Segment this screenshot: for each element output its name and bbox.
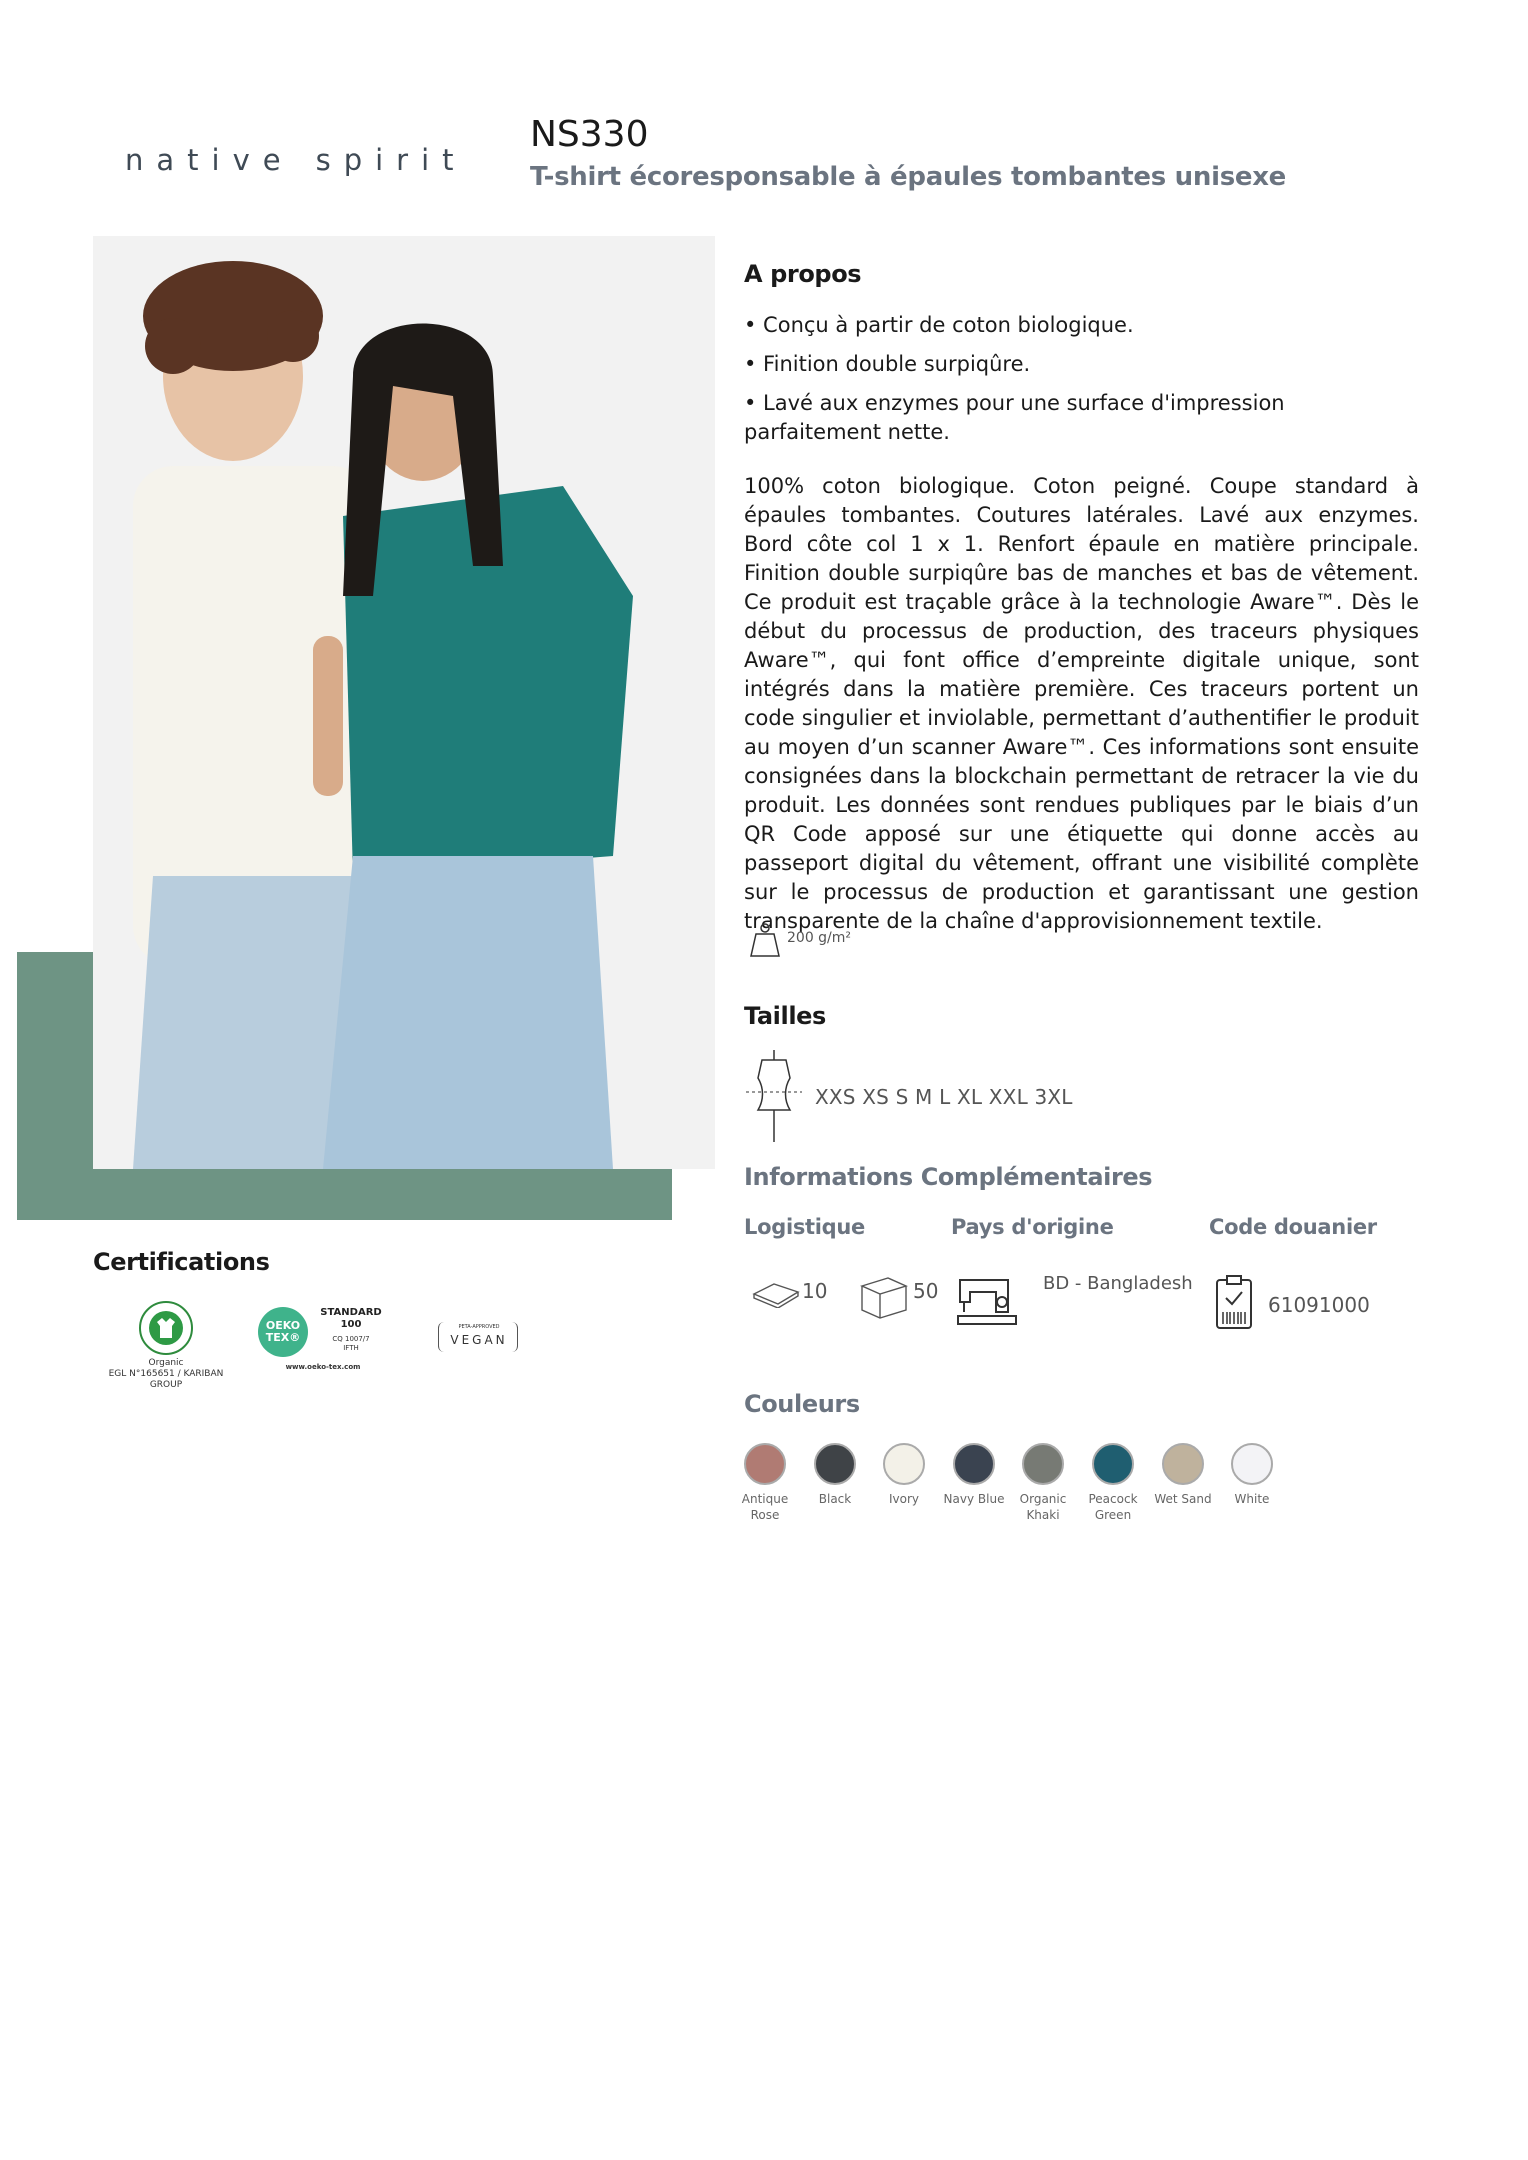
color-swatch-label: Navy Blue [943, 1492, 1005, 1506]
color-swatch[interactable] [883, 1443, 925, 1485]
color-swatch[interactable] [814, 1443, 856, 1485]
product-code: NS330 [530, 114, 649, 155]
color-swatch[interactable] [1092, 1443, 1134, 1485]
sewing-machine-icon [956, 1272, 1018, 1326]
vegan-small-text: PETA-APPROVED [458, 1324, 500, 1330]
oeko-number: 100 [340, 1319, 362, 1330]
info-heading: Informations Complémentaires [744, 1163, 1153, 1191]
sizes-heading: Tailles [744, 1002, 826, 1030]
color-swatch[interactable] [953, 1443, 995, 1485]
color-swatch-label: White [1234, 1492, 1270, 1506]
logistics-label: Logistique [744, 1215, 866, 1239]
color-swatch[interactable] [1162, 1443, 1204, 1485]
oeko-url: www.oeko-tex.com [285, 1363, 361, 1371]
about-bullet: • Conçu à partir de coton biologique. [744, 313, 1134, 337]
about-bullet: • Finition double surpiqûre. [744, 352, 1031, 376]
brand-logo [125, 135, 467, 185]
country-of-origin: BD - Bangladesh [1043, 1273, 1193, 1294]
product-description: 100% coton biologique. Coton peigné. Coupe standard à épaules tombantes. Coutures latérales. Lavé aux enzymes. Bord côte col 1 x 1. Renfort épaule en matière principale. Finition double surpiqûre bas de manches et bas de vêtement. Ce produit est traçable grâce à la technologie Aware™. Dès le début du processus de production, des traceurs physiques Aware™, qui font office d’empreinte digitale unique, sont intégrés dans la matière première. Ces traceurs portent un code singulier et inviolable, permettant d’authentifier le produit au moyen d’un scanner Aware™. Ces informations sont ensuite consignées dans la blockchain permettant de retracer la vie du produit. Les données sont rendues publiques par le biais d’un QR Code apposé sur une étiquette qui donne accès au passeport digital du vêtement, offrant une visibilité complète sur le processus de production et garantissant une gestion transparente de la chaîne d'approvisionnement textile. [744, 474, 1419, 933]
weight-icon [749, 922, 781, 958]
product-title: T-shirt écoresponsable à épaules tombantes unisexe [530, 162, 1287, 192]
customs-code: 61091000 [1268, 1293, 1370, 1317]
product-photo [93, 236, 715, 1169]
gots-certification [96, 1300, 236, 1390]
oeko-institute: IFTH [343, 1344, 359, 1352]
fabric-weight: 200 g/m² [787, 930, 852, 946]
pack-icon [752, 1280, 800, 1308]
customs-barcode-icon [1214, 1274, 1254, 1330]
oeko-tex-badge: OEKO TEX® [258, 1307, 308, 1357]
gots-label: Organic [148, 1358, 184, 1368]
customs-label: Code douanier [1209, 1215, 1377, 1239]
gots-logo-icon [138, 1300, 194, 1356]
color-swatch-label: Organic Khaki [1019, 1492, 1067, 1522]
color-swatch-label: Wet Sand [1154, 1492, 1212, 1506]
certifications-heading: Certifications [93, 1248, 270, 1276]
gots-licence: EGL N°165651 / KARIBAN GROUP [108, 1369, 224, 1390]
color-swatch[interactable] [744, 1443, 786, 1485]
about-heading: A propos [744, 260, 862, 288]
oeko-standard: STANDARD [320, 1307, 382, 1318]
color-swatch[interactable] [1022, 1443, 1064, 1485]
pack-quantity: 10 [802, 1279, 828, 1303]
about-bullet: • Lavé aux enzymes pour une surface d'impression parfaitement nette. [744, 391, 1285, 444]
carton-quantity: 50 [913, 1279, 939, 1303]
logo-word-left: native [125, 143, 294, 177]
color-swatch[interactable] [1231, 1443, 1273, 1485]
color-swatch-label: Ivory [888, 1492, 920, 1506]
oeko-cert-number: CQ 1007/7 [332, 1335, 370, 1343]
color-swatch-label: Black [818, 1492, 852, 1506]
mannequin-icon [744, 1048, 804, 1144]
vegan-certification [438, 1322, 518, 1352]
size-range: XXS XS S M L XL XXL 3XL [815, 1085, 1073, 1109]
vegan-label: VEGAN [450, 1333, 508, 1347]
color-swatch-label: Peacock Green [1088, 1492, 1138, 1522]
carton-icon [858, 1272, 910, 1320]
oeko-tex-certification [258, 1305, 388, 1375]
color-swatch-label: Antique Rose [741, 1492, 789, 1522]
origin-label: Pays d'origine [951, 1215, 1114, 1239]
logo-word-right: spirit [315, 143, 467, 177]
colors-heading: Couleurs [744, 1390, 860, 1418]
